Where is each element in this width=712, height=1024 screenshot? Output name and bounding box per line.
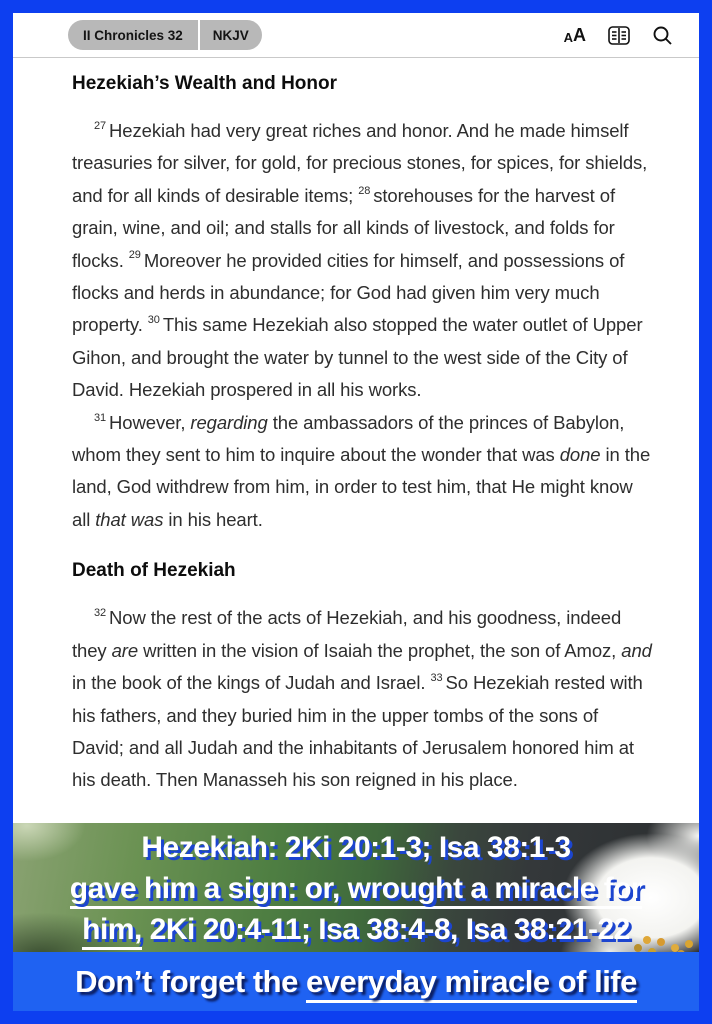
text-size-icon: A: [563, 30, 573, 45]
banner-caption: Don’t forget the everyday miracle of life: [75, 964, 637, 1000]
search-button[interactable]: [652, 25, 673, 46]
reader-icon: [608, 26, 630, 45]
section-heading: Death of Hezekiah: [72, 560, 236, 582]
section-heading: Hezekiah’s Wealth and Honor: [72, 73, 337, 94]
bible-reader-window: [13, 13, 699, 1011]
commentary-image[interactable]: [13, 823, 699, 952]
scripture-text-area[interactable]: [13, 58, 699, 823]
message-banner[interactable]: [13, 952, 699, 1011]
verse-paragraph: $^{32}$ Now the rest of the acts of Hezekiah, and his goodness, indeed they are written in the vision of Isaiah the prophet, the son of Amoz, and in the book of the kings of Judah and Israel. $^{33}$ So Hezekiah rested with his fathers, and they buried him in the upper tombs of the sons of David; and all Judah and the inhabitants of Jerusalem honored him at his death. Then Manasseh his son reigned in his place.: [72, 607, 652, 791]
caption-line: him, 2Ki 20:4-11; Isa 38:4-8, Isa 38:21-22: [82, 909, 630, 950]
translation-button[interactable]: NKJV: [200, 20, 262, 50]
reader-toolbar: [13, 13, 699, 58]
verse-number: 32: [94, 607, 107, 620]
caption-line: gave him a sign: or, wrought a miracle for: [70, 868, 642, 909]
reader-button[interactable]: [608, 26, 630, 45]
passage-selector: [68, 20, 262, 50]
verse-number: 30: [147, 314, 160, 327]
verse-number: 28: [358, 184, 371, 197]
verse-number: 33: [430, 671, 443, 684]
verse-number: 27: [94, 119, 107, 132]
book-chapter-button[interactable]: II Chronicles 32: [68, 20, 198, 50]
verse-number: 31: [94, 411, 107, 424]
caption-line: Hezekiah: 2Ki 20:1-3; Isa 38:1-3: [141, 831, 571, 864]
text-size-icon: A: [573, 25, 586, 45]
verse-paragraph: $^{27}$ Hezekiah had very great riches and honor. And he made himself treasuries for silver, for gold, for precious stones, for spices, for shields, and for all kinds of desirable items; $^{28}$ storehouses for the harvest of grain, wine, and oil; and stalls for all kinds of livestock, and folds for flocks. $^{29}$ Moreover he provided cities for himself, and possessions of flocks and herds in abundance; for God had given him very much property. $^{30}$ This same Hezekiah also stopped the water outlet of Upper Gihon, and brought the water by tunnel to the west side of the City of David. Hezekiah prospered in all his works.: [72, 119, 648, 401]
search-icon: [652, 25, 673, 46]
verse-paragraph: $^{31}$ However, regarding the ambassadors of the princes of Babylon, whom they sent to him to inquire about the wonder that was done in the land, God withdrew from him, in order to test him, that He might know all that was in his heart.: [72, 411, 651, 530]
cross-reference-caption: [13, 823, 699, 952]
verse-number: 29: [128, 249, 141, 262]
text-size-button[interactable]: [564, 26, 586, 44]
